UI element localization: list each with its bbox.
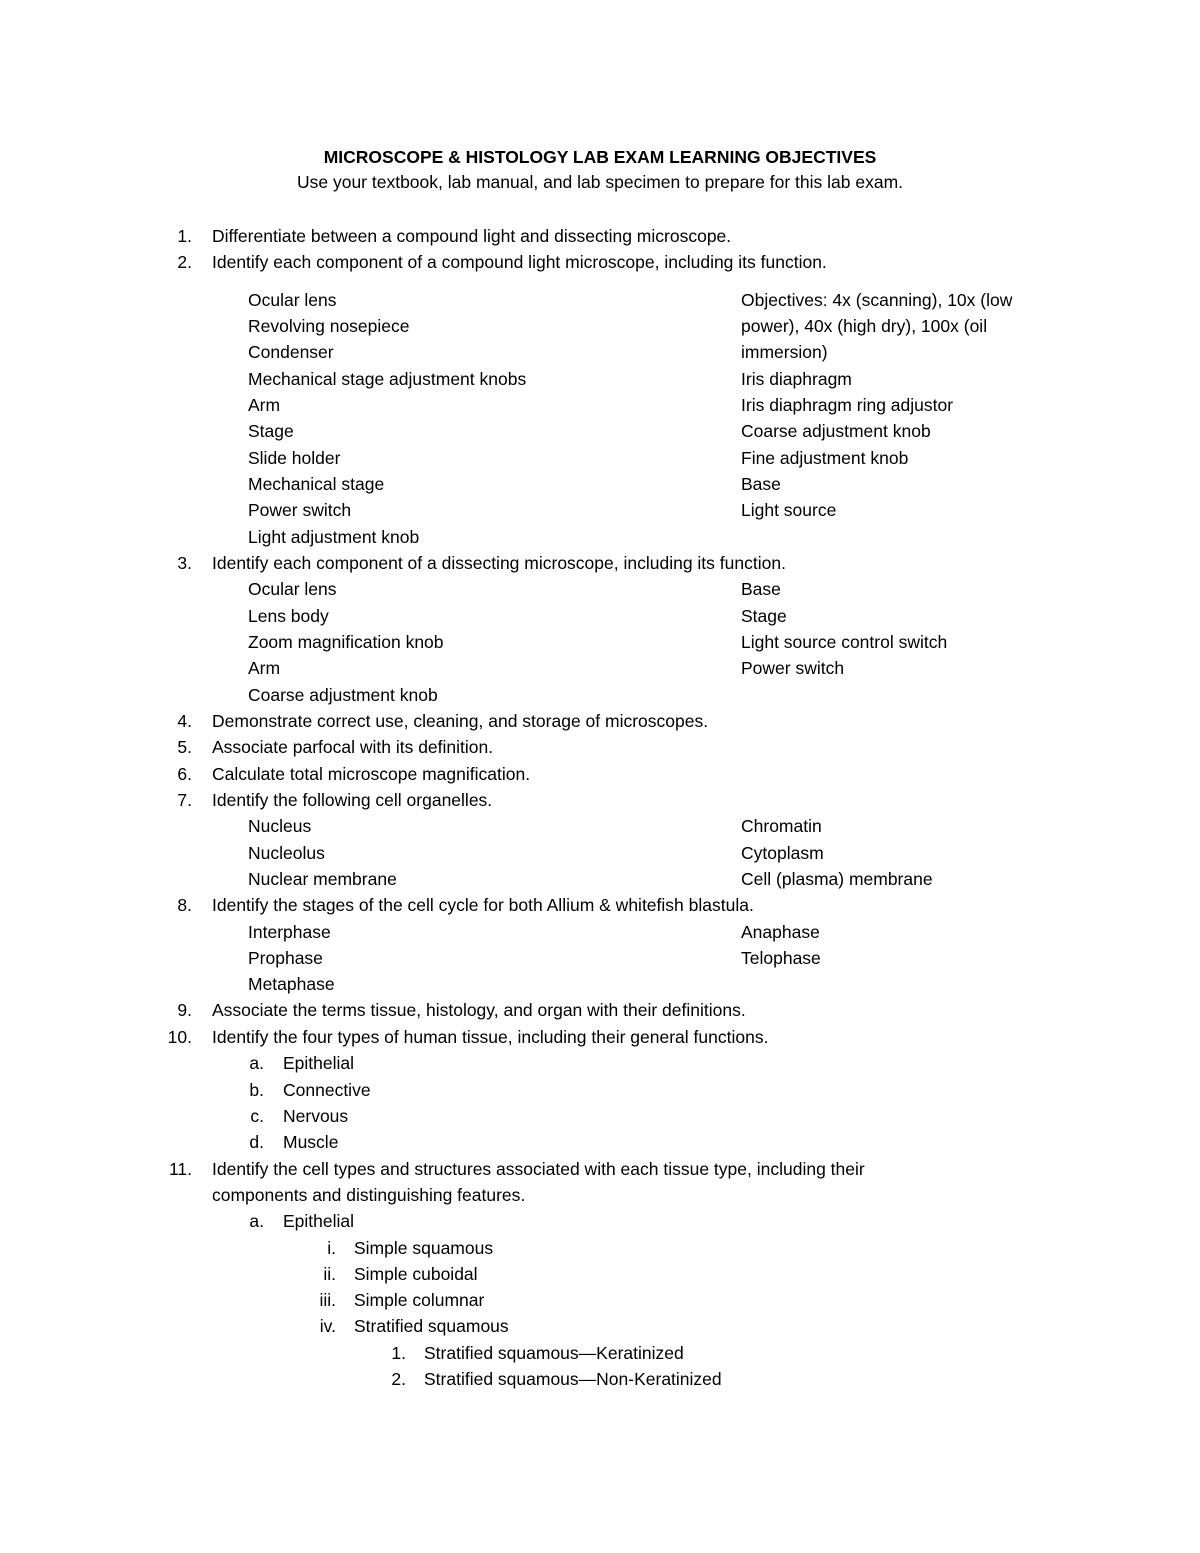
compound-component: Light source xyxy=(741,500,837,520)
list-marker: a. xyxy=(249,1211,264,1231)
tissue-type: Muscle xyxy=(283,1132,339,1152)
dissecting-component: Ocular lens xyxy=(248,579,337,599)
objective-number: 5. xyxy=(177,737,192,757)
cell-cycle-stage: Anaphase xyxy=(741,922,820,942)
tissue-type: Nervous xyxy=(283,1106,349,1126)
cell-cycle-stage: Interphase xyxy=(248,922,331,942)
dissecting-component: Lens body xyxy=(248,606,329,626)
compound-component: Condenser xyxy=(248,342,334,362)
objective-number: 10. xyxy=(167,1027,192,1047)
dissecting-component: Zoom magnification knob xyxy=(248,632,444,652)
compound-component: Iris diaphragm ring adjustor xyxy=(741,395,954,415)
compound-component: Objectives: 4x (scanning), 10x (low xyxy=(741,290,1013,310)
list-marker: c. xyxy=(250,1106,264,1126)
objective-number: 4. xyxy=(177,711,192,731)
document-title: MICROSCOPE & HISTOLOGY LAB EXAM LEARNING OBJECTIVES xyxy=(323,147,877,167)
objective-number: 8. xyxy=(177,895,192,915)
objective-number: 1. xyxy=(177,226,192,246)
objective-number: 2. xyxy=(177,252,192,272)
compound-component: Mechanical stage xyxy=(248,474,385,494)
epithelial-type: Stratified squamous xyxy=(354,1316,509,1336)
objective-text: Identify the cell types and structures associated with each tissue type, including their xyxy=(212,1159,865,1179)
epithelial-type: Simple cuboidal xyxy=(354,1264,478,1284)
compound-component: Coarse adjustment knob xyxy=(741,421,931,441)
organelle-item: Chromatin xyxy=(741,816,822,836)
compound-component: Fine adjustment knob xyxy=(741,448,909,468)
objective-text: Differentiate between a compound light and dissecting microscope. xyxy=(212,226,732,246)
list-marker: 1. xyxy=(391,1343,406,1363)
tissue-subheading: Epithelial xyxy=(283,1211,355,1231)
objective-text: Demonstrate correct use, cleaning, and storage of microscopes. xyxy=(212,711,709,731)
compound-component: Arm xyxy=(248,395,281,415)
dissecting-component: Coarse adjustment knob xyxy=(248,685,438,705)
dissecting-component: Base xyxy=(741,579,781,599)
objective-text: Identify the following cell organelles. xyxy=(212,790,493,810)
list-marker: ii. xyxy=(323,1264,336,1284)
objective-text: Associate the terms tissue, histology, and organ with their definitions. xyxy=(212,1000,746,1020)
document-subtitle: Use your textbook, lab manual, and lab specimen to prepare for this lab exam. xyxy=(296,172,904,192)
compound-component: Power switch xyxy=(248,500,352,520)
objective-text: Identify the four types of human tissue, including their general functions. xyxy=(212,1027,769,1047)
objective-number: 6. xyxy=(177,764,192,784)
list-marker: b. xyxy=(249,1080,264,1100)
organelle-item: Cell (plasma) membrane xyxy=(741,869,933,889)
compound-component: Revolving nosepiece xyxy=(248,316,410,336)
compound-component: power), 40x (high dry), 100x (oil xyxy=(741,316,988,336)
list-marker: 2. xyxy=(391,1369,406,1389)
dissecting-component: Stage xyxy=(741,606,787,626)
compound-component: Iris diaphragm xyxy=(741,369,852,389)
epithelial-type: Simple squamous xyxy=(354,1238,494,1258)
compound-component: Ocular lens xyxy=(248,290,337,310)
compound-component: Light adjustment knob xyxy=(248,527,420,547)
objective-text: Identify each component of a compound light microscope, including its function. xyxy=(212,252,827,272)
compound-component: immersion) xyxy=(741,342,828,362)
compound-component: Slide holder xyxy=(248,448,341,468)
tissue-type: Connective xyxy=(283,1080,371,1100)
organelle-item: Nuclear membrane xyxy=(248,869,397,889)
objective-number: 7. xyxy=(177,790,192,810)
compound-component: Mechanical stage adjustment knobs xyxy=(248,369,527,389)
cell-cycle-stage: Prophase xyxy=(248,948,323,968)
list-marker: d. xyxy=(249,1132,264,1152)
list-marker: iii. xyxy=(319,1290,336,1310)
objective-number: 11. xyxy=(168,1159,192,1179)
organelle-item: Nucleolus xyxy=(248,843,325,863)
organelle-item: Cytoplasm xyxy=(741,843,824,863)
compound-component: Stage xyxy=(248,421,294,441)
dissecting-component: Power switch xyxy=(741,658,845,678)
epithelial-type: Simple columnar xyxy=(354,1290,485,1310)
cell-cycle-stage: Telophase xyxy=(741,948,821,968)
list-marker: iv. xyxy=(319,1316,336,1336)
cell-cycle-stage: Metaphase xyxy=(248,974,335,994)
objective-number: 3. xyxy=(177,553,192,573)
objective-text: Associate parfocal with its definition. xyxy=(212,737,494,757)
objective-number: 9. xyxy=(177,1000,192,1020)
stratified-subtype: Stratified squamous—Non-Keratinized xyxy=(424,1369,722,1389)
dissecting-component: Arm xyxy=(248,658,281,678)
objective-text: Identify each component of a dissecting microscope, including its function. xyxy=(212,553,786,573)
list-marker: i. xyxy=(327,1238,336,1258)
dissecting-component: Light source control switch xyxy=(741,632,948,652)
compound-component: Base xyxy=(741,474,781,494)
objective-text: Calculate total microscope magnification. xyxy=(212,764,531,784)
organelle-item: Nucleus xyxy=(248,816,312,836)
list-marker: a. xyxy=(249,1053,264,1073)
stratified-subtype: Stratified squamous—Keratinized xyxy=(424,1343,684,1363)
objective-text-continued: components and distinguishing features. xyxy=(212,1185,526,1205)
tissue-type: Epithelial xyxy=(283,1053,355,1073)
objective-text: Identify the stages of the cell cycle for both Allium & whitefish blastula. xyxy=(212,895,754,915)
